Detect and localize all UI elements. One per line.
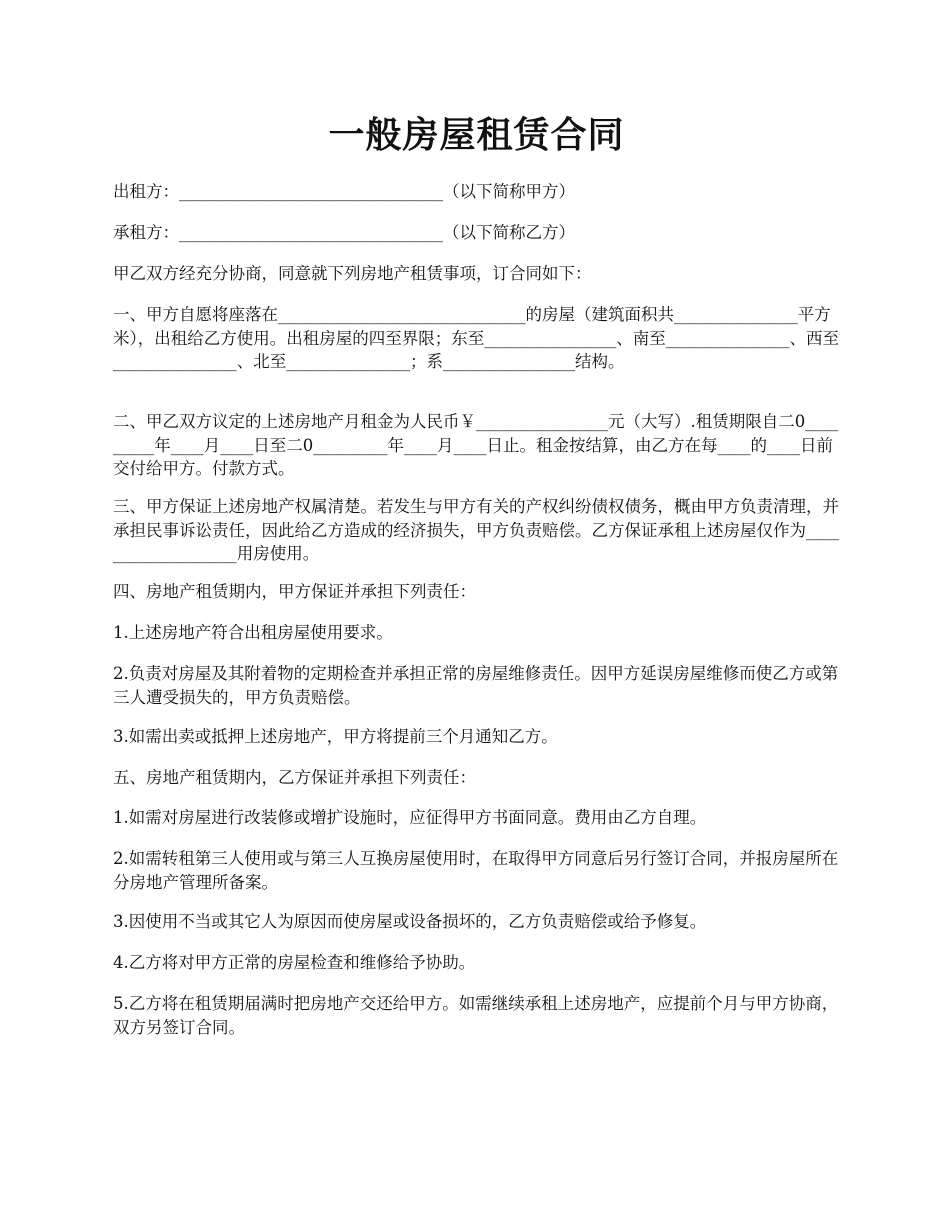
clause-4-item-1: 1.上述房地产符合出租房屋使用要求。 [113,623,393,642]
clause-4-item-2: 2.负责对房屋及其附着物的定期检查并承担正常的房屋维修责任。因甲方延误房屋维修而使乙方或第三人遭受损失的，甲方负责赔偿。 [113,664,839,707]
clause-5-item-1: 1.如需对房屋进行改装修或增扩设施时，应征得甲方书面同意。费用由乙方自理。 [113,808,707,827]
clause-5-heading: 五、房地产租赁期内，乙方保证并承担下列责任： [113,768,476,787]
clause-2-rent: 二、甲乙双方议定的上述房地产月租金为人民币￥________________元（大写）.租赁期限自二0_________年____月____日至二0_________年____月____日止。租金按结算，由乙方在每____的____日前交付给甲方。付款方式。 [113,412,839,478]
lessee-line: 承租方：________________________________（以下简称乙方） [113,223,575,242]
clause-5-item-5: 5.乙方将在租赁期届满时把房地产交还给甲方。如需继续承租上述房地产，应提前个月与甲方协商，双方另签订合同。 [113,994,839,1037]
clause-5-item-4: 4.乙方将对甲方正常的房屋检查和维修给予协助。 [113,953,476,972]
clause-4-item-3: 3.如需出卖或抵押上述房地产，甲方将提前三个月通知乙方。 [113,727,558,746]
lessor-line: 出租方：________________________________（以下简称甲方） [113,182,575,201]
clause-5-item-3: 3.因使用不当或其它人为原因而使房屋或设备损坏的，乙方负责赔偿或给予修复。 [113,912,707,931]
document-title: 一般房屋租赁合同 [328,114,625,156]
intro-paragraph: 甲乙双方经充分协商，同意就下列房地产租赁事项，订合同如下： [113,264,592,283]
clause-4-heading: 四、房地产租赁期内，甲方保证并承担下列责任： [113,582,476,601]
clause-3-ownership: 三、甲方保证上述房地产权属清楚。若发生与甲方有关的产权纠纷债权债务，概由甲方负责清理，并承担民事诉讼责任，因此给乙方造成的经济损失，甲方负责赔偿。乙方保证承租上述房屋仅作为___________________用房使用。 [113,497,839,563]
clause-1-property: 一、甲方自愿将座落在______________________________的房屋（建筑面积共_______________平方米），出租给乙方使用。出租房屋的四至界限；东至________________、南至_______________、西至_______________、北至_______________；系________________结构。 [113,305,839,371]
clause-5-item-2: 2.如需转租第三人使用或与第三人互换房屋使用时，在取得甲方同意后另行签订合同，并报房屋所在分房地产管理所备案。 [113,849,839,892]
